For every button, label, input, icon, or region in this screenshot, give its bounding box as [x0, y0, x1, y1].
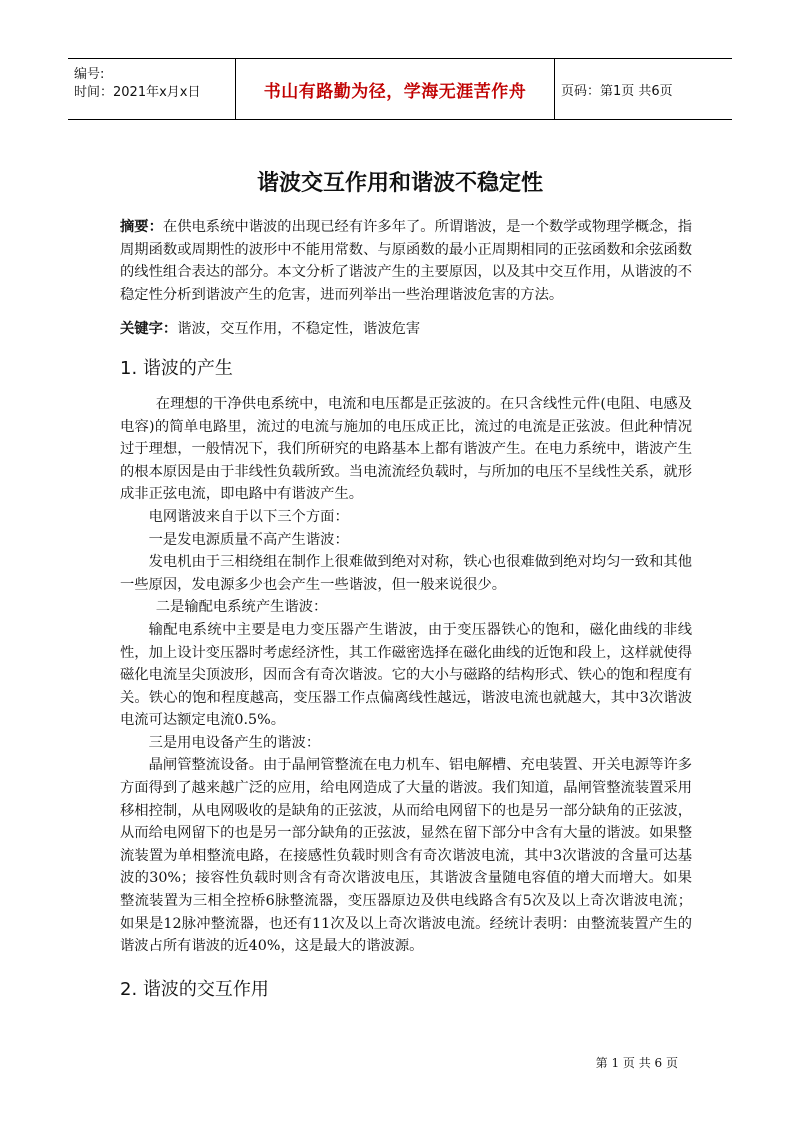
abstract-label: 摘要：	[120, 219, 163, 235]
paragraph-4: 发电机由于三相绕组在制作上很难做到绝对对称，铁心也很难做到绝对均匀一致和其他一些原因，发电源多少也会产生一些谐波，但一般来说很少。	[120, 554, 692, 593]
document-body	[120, 216, 692, 1014]
keywords	[120, 318, 692, 341]
paragraph-6: 输配电系统中主要是电力变压器产生谐波，由于变压器铁心的饱和，磁化曲线的非线性，加上设计变压器时考虑经济性，其工作磁密选择在磁化曲线的近饱和段上，这样就使得磁化电流呈尖顶波形，因而含有奇次谐波。它的大小与磁路的结构形式、铁心的饱和程度有关。铁心的饱和程度越高，变压器工作点偏离线性越远，谐波电流也就越大，其中3次谐波电流可达额定电流0.5%。	[120, 621, 692, 729]
paragraph-3: 一是发电源质量不高产生谐波：	[148, 531, 349, 548]
document-title: 谐波交互作用和谐波不稳定性	[256, 171, 543, 196]
header-page-info: 页码：第1页 共6页	[561, 83, 673, 99]
keywords-text: 谐波，交互作用，不稳定性，谐波危害	[177, 321, 421, 338]
header-motto: 书山有路勤为径，学海无涯苦作舟	[263, 81, 527, 102]
header-info-cell	[68, 59, 236, 119]
section-2-heading: 2. 谐波的交互作用	[120, 978, 269, 1000]
abstract-text: 在供电系统中谐波的出现已经有许多年了。所谓谐波，是一个数学或物理学概念，指周期函数或周期性的波形中不能用常数、与原函数的最小正周期相同的正弦函数和余弦函数的线性组合表达的部分。本文分析了谐波产生的主要原因，以及其中交互作用，从谐波的不稳定性分析到谐波产生的危害，进而列举出一些治理谐波危害的方法。	[120, 219, 693, 303]
paragraph-1: 在理想的干净供电系统中，电流和电压都是正弦波的。在只含线性元件(电阻、电感及电容)的简单电路里，流过的电流与施加的电压成正比，流过的电流是正弦波。但此种情况过于理想，一般情况下，我们所研究的电路基本上都有谐波产生。在电力系统中，谐波产生的根本原因是由于非线性负载所致。当电流流经负载时，与所加的电压不呈线性关系，就形成非正弦电流，即电路中有谐波产生。	[120, 395, 692, 503]
document-header	[68, 58, 732, 120]
keywords-label: 关键字：	[120, 321, 178, 338]
header-time-label: 时间：2021年x月x日	[74, 85, 201, 100]
abstract	[120, 216, 692, 306]
section-1-heading: 1. 谐波的产生	[120, 357, 233, 379]
paragraph-7: 三是用电设备产生的谐波：	[148, 734, 321, 751]
header-motto-cell	[236, 59, 555, 119]
paragraph-8: 晶闸管整流设备。由于晶闸管整流在电力机车、铝电解槽、充电装置、开关电源等许多方面得到了越来越广泛的应用，给电网造成了大量的谐波。我们知道，晶闸管整流装置采用移相控制，从电网吸收的是缺角的正弦波，从而给电网留下的也是另一部分缺角的正弦波，从而给电网留下的也是另一部分缺角的正弦波，显然在留下部分中含有大量的谐波。如果整流装置为单相整流电路，在接感性负载时则含有奇次谐波电流，其中3次谐波的含量可达基波的30%；接容性负载时则含有奇次谐波电压，其谐波含量随电容值的增大而增大。如果整流装置为三相全控桥6脉整流器，变压器原边及供电线路含有5次及以上奇次谐波电流；如果是12脉冲整流器，也还有11次及以上奇次谐波电流。经统计表明：由整流装置产生的谐波占所有谐波的近40%，这是最大的谐波源。	[120, 757, 692, 955]
paragraph-2: 电网谐波来自于以下三个方面：	[148, 508, 349, 525]
header-number-label: 编号:	[74, 67, 105, 82]
paragraph-5: 二是输配电系统产生谐波：	[155, 599, 328, 616]
page-footer: 第 1 页 共 6 页	[595, 1056, 678, 1070]
